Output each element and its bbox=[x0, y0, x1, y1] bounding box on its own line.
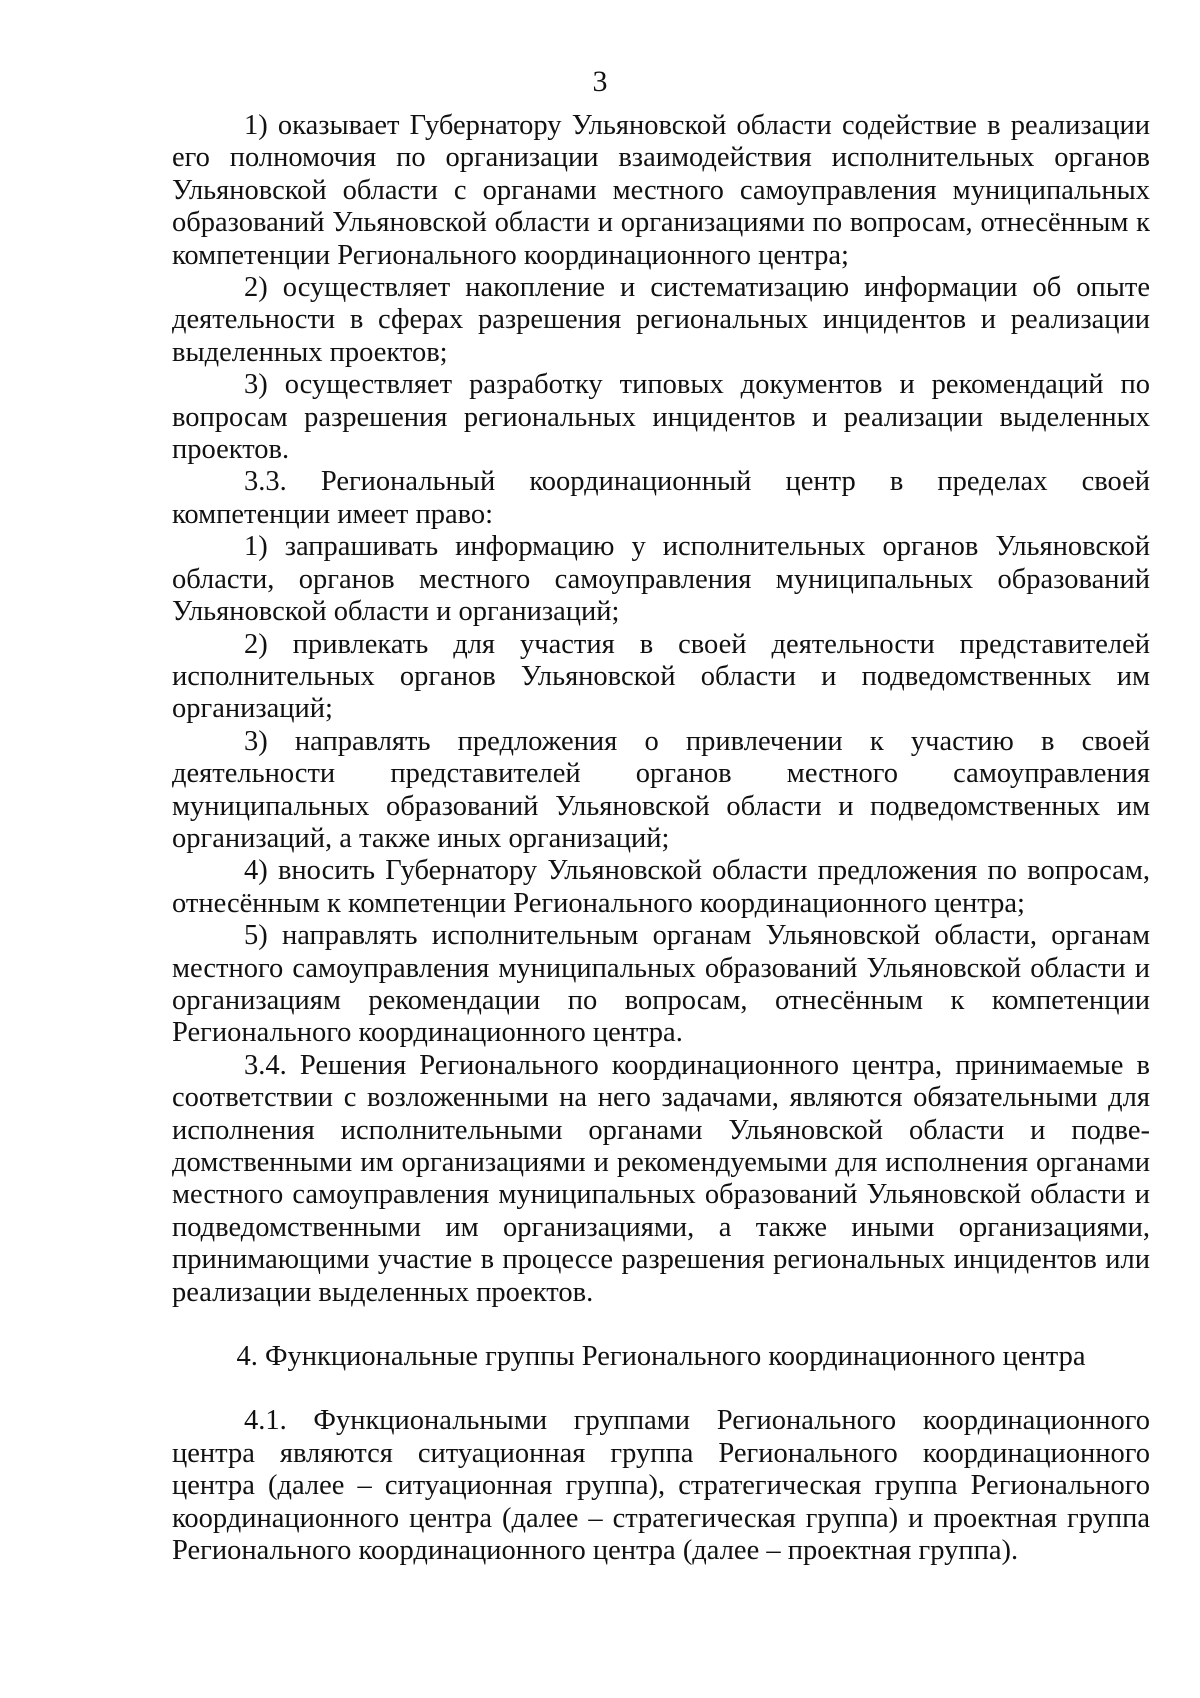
paragraph-3-3: 3.3. Региональный координационный центр в пределах своей компетенции имеет право: bbox=[172, 466, 1150, 530]
paragraph-3-3-item-2: 2) привлекать для участия в своей деятельности представителей исполнительных органов Ульяновской области и подведомственных им организаций; bbox=[172, 628, 1150, 725]
paragraph-3-3-item-4: 4) вносить Губернатору Ульяновской области предложения по вопросам, отнесённым к компетенции Регионального координационного центра; bbox=[172, 855, 1150, 919]
paragraph-3-2-item-1: 1) оказывает Губернатору Ульяновской области содействие в реализации его полномочия по организации взаимодействия исполнительных органов Ульяновской области с органами местного самоуправления муниципальных образований Ульяновской области и организациями по вопросам, отнесённым к компетенции Регионального координационного центра; bbox=[172, 110, 1150, 271]
document-body bbox=[172, 110, 1150, 1567]
paragraph-3-3-item-1: 1) запрашивать информацию у исполнительных органов Ульяновской области, органов местного самоуправления муниципальных образований Ульяновской области и организаций; bbox=[172, 531, 1150, 628]
paragraph-4-1: 4.1. Функциональными группами Регионального координационного центра являются ситуационная группа Регионального координационного центра (далее – ситуационная группа), стратегическая группа Регионального координационного центра (далее – стратегическая группа) и проектная группа Регионального координационного центра (далее – проектная группа). bbox=[172, 1405, 1150, 1567]
paragraph-3-2-item-3: 3) осуществляет разработку типовых документов и рекомендаций по вопросам разрешения региональных инцидентов и реализации выделенных проектов. bbox=[172, 369, 1150, 466]
paragraph-3-2-item-2: 2) осуществляет накопление и систематизацию информации об опыте деятельности в сферах разрешения региональных инцидентов и реализации выделенных проектов; bbox=[172, 272, 1150, 368]
paragraph-3-3-item-3: 3) направлять предложения о привлечении к участию в своей деятельности представителей органов местного самоуправления муниципальных образований Ульяновской области и подведомственных им организаций, а также иных организаций; bbox=[172, 725, 1150, 854]
page-number: 3 bbox=[592, 65, 608, 98]
paragraph-3-3-item-5: 5) направлять исполнительным органам Ульяновской области, органам местного самоуправления муниципальных образований Ульяновской области и организациям рекомендации по вопросам, отнесённым к компетенции Регионального координационного центра. bbox=[172, 920, 1150, 1049]
paragraph-3-4: 3.4. Решения Регионального координационного центра, принимаемые в соответствии с возложенными на него задачами, являются обязательными для исполнения исполнительными органами Ульяновской области и подведомственными им организациями и рекомендуемыми для исполнения органами местного самоуправления муниципальных образований Ульяновской области и подведомственными им организациями, а также иными организациями, принимающими участие в процессе разрешения региональных инцидентов или реализации выделенных проектов. bbox=[172, 1049, 1150, 1308]
section-heading: 4. Функциональные группы Регионального координационного центра bbox=[236, 1341, 1086, 1373]
